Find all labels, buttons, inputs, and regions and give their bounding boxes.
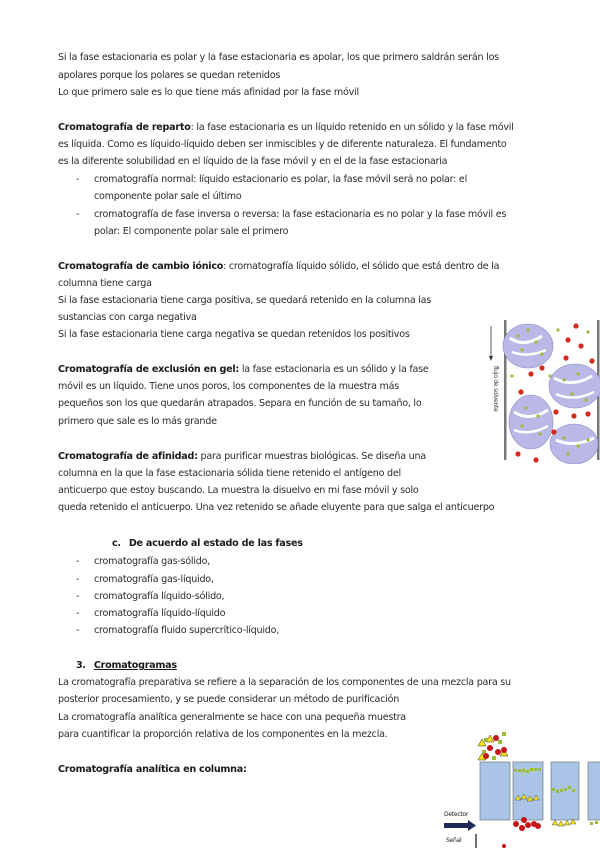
cromatogramas-line-3: La cromatografía analítica generalmente se hace con una pequeña muestra	[58, 712, 406, 723]
reparto-bullet-2-line-1: cromatografía de fase inversa o reversa: la fase estacionaria es no polar y la fase móvil es	[94, 209, 507, 220]
ionico-line-2: columna tiene carga	[58, 278, 152, 289]
bullet-marker: -	[76, 556, 80, 567]
bullet-marker: -	[76, 174, 80, 185]
column-separation-illustration	[440, 728, 600, 848]
fases-item: cromatografía gas-sólido,	[94, 556, 211, 567]
bullet-marker: -	[76, 625, 80, 636]
signal-label: Señal	[446, 837, 462, 844]
reparto-bullet-1-line-2: componente polar sale el último	[94, 191, 242, 202]
fases-item: cromatografía líquido-líquido	[94, 608, 226, 619]
reparto-line-3: es la diferente solubilidad en el líquido de la fase móvil y en el de la fase estacionaria	[58, 156, 448, 167]
cromatogramas-line-2: posterior procesamiento, y se puede considerar un método de purificación	[58, 694, 400, 705]
fases-item: cromatografía fluido supercrítico-líquido,	[94, 625, 279, 636]
ionico-line-3: Si la fase estacionaria tiene carga positiva, se quedará retenido en la columna las	[58, 295, 432, 306]
afinidad-line-1	[58, 451, 426, 463]
bullet-marker: -	[76, 209, 80, 220]
bullet-marker: -	[76, 591, 80, 602]
exclusion-line-2: móvil es un líquido. Tiene unos poros, los componentes de la muestra más	[58, 381, 400, 392]
cromatogramas-line-4: para cuantificar la proporción relativa de los componentes en la mezcla.	[58, 729, 388, 740]
exclusion-title: Cromatografía de exclusión en gel:	[58, 364, 240, 375]
reparto-title: Cromatografía de reparto	[58, 122, 191, 133]
bullet-marker: -	[76, 574, 80, 585]
reparto-line-2: es líquida. Como es líquido-líquido deben ser inmiscibles y de diferente naturaleza. El fundamento	[58, 139, 507, 150]
analitica-subheading: Cromatografía analítica en columna:	[58, 764, 247, 775]
reparto-bullet-2-line-2: polar: El componente polar sale el primero	[94, 226, 289, 237]
afinidad-text: para purificar muestras biológicas. Se diseña una	[197, 451, 426, 462]
fases-item: cromatografía líquido-sólido,	[94, 591, 225, 602]
reparto-bullet-1-line-1: cromatografía normal: líquido estacionario es polar, la fase móvil será no polar: el	[94, 174, 468, 185]
intro-line-1: Si la fase estacionaria es polar y la fase estacionaria es apolar, los que primero saldrán serán los	[58, 52, 499, 63]
ionico-line-5: Si la fase estacionaria tiene carga negativa se quedan retenidos los positivos	[58, 329, 410, 340]
afinidad-line-4: queda retenido el anticuerpo. Una vez retenido se añade eluyente para que salga el anticuerpo	[58, 502, 495, 513]
ionico-line-4: sustancias con carga negativa	[58, 312, 197, 323]
afinidad-line-2: columna en la que la fase estacionaria sólida tiene retenido el antígeno del	[58, 468, 401, 479]
gel-column-illustration	[476, 316, 600, 464]
cromatogramas-heading-text: Cromatogramas	[93, 660, 177, 671]
ionico-text: : cromatografía líquido sólido, el sólido que está dentro de la	[223, 261, 500, 272]
fases-item: cromatografía gas-líquido,	[94, 574, 214, 585]
ionico-line-1	[58, 261, 499, 273]
column-chromatography-figure	[440, 728, 600, 848]
exclusion-line-3: pequeños son los que quedarán atrapados. Separa en función de su tamaño, lo	[58, 398, 422, 409]
bullet-marker: -	[76, 608, 80, 619]
fases-heading	[112, 538, 303, 550]
afinidad-line-3: anticuerpo que estoy buscando. La muestra la disuelvo en mi fase móvil y solo	[58, 485, 419, 496]
cromatogramas-heading	[76, 660, 177, 672]
reparto-paragraph-line-1	[58, 122, 514, 134]
gel-exclusion-figure	[476, 316, 600, 464]
fases-heading-text: De acuerdo al estado de las fases	[128, 538, 303, 549]
flow-label: flujo de solvente	[492, 366, 499, 412]
intro-line-2: apolares porque los polares se quedan retenidos	[58, 70, 281, 81]
fases-heading-marker: c.	[112, 538, 121, 549]
intro-line-3: Lo que primero sale es lo que tiene más afinidad por la fase móvil	[58, 87, 359, 98]
exclusion-text: la fase estacionaria es un sólido y la fase	[239, 364, 429, 375]
cromatogramas-line-1: La cromatografía preparativa se refiere a la separación de los componentes de una mezcla para su	[58, 677, 511, 688]
exclusion-line-4: primero que sale es lo más grande	[58, 416, 217, 427]
cromatogramas-heading-marker: 3.	[76, 660, 86, 671]
reparto-text: : la fase estacionaria es un líquido retenido en un sólido y la fase móvil	[190, 122, 514, 133]
exclusion-line-1	[58, 364, 429, 376]
ionico-title: Cromatografía de cambio iónico	[58, 261, 224, 272]
detector-label: Detector	[444, 811, 469, 818]
afinidad-title: Cromatografía de afinidad:	[58, 451, 198, 462]
